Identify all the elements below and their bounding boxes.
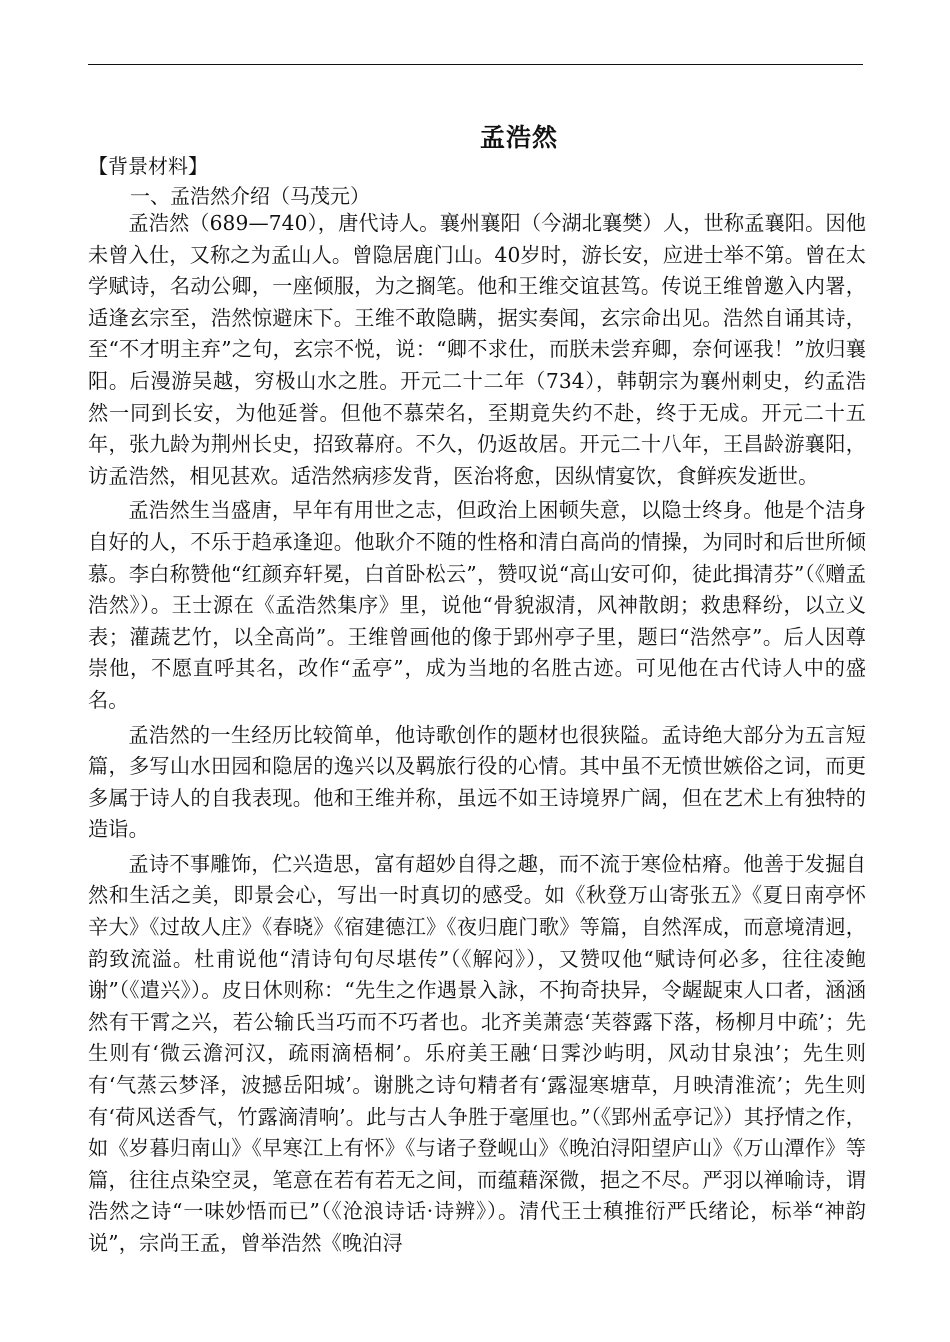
subheading: 一、孟浩然介绍（马茂元） — [130, 184, 370, 208]
paragraph-themes: 孟浩然的一生经历比较简单，他诗歌创作的题材也很狭隘。孟诗绝大部分为五言短篇，多写山水田园和隐居的逸兴以及羁旅行役的心情。其中虽不无愤世嫉俗之词，而更多属于诗人的自我表现。他和王维并称，虽远不如王诗境界广阔，但在艺术上有独特的造诣。 — [88, 722, 866, 842]
page-title: 孟浩然 — [479, 123, 558, 152]
paragraph-biography: 孟浩然（689—740），唐代诗人。襄州襄阳（今湖北襄樊）人，世称孟襄阳。因他未曾入仕，又称之为孟山人。曾隐居鹿门山。40岁时，游长安，应进士举不第。曾在太学赋诗，名动公卿，一座倾服，为之搁笔。他和王维交谊甚笃。传说王维曾邀入内署，适逢玄宗至，浩然惊避床下。王维不敢隐瞒，据实奏闻，玄宗命出见。浩然自诵其诗，至“不才明主弃”之句，玄宗不悦，说：“卿不求仕，而朕未尝弃卿，奈何诬我！”放归襄阳。后漫游吴越，穷极山水之胜。开元二十二年（734），韩朝宗为襄州刺史，约孟浩然一同到长安，为他延誉。但他不慕荣名，至期竟失约不赴，终于无成。开元二十五年，张九龄为荆州长史，招致幕府。不久，仍返故居。开元二十八年，王昌龄游襄阳，访孟浩然，相见甚欢。适浩然病疹发背，医治将愈，因纵情宴饮，食鲜疾发逝世。 — [88, 211, 866, 488]
section-label: 【背景材料】 — [88, 154, 208, 178]
body-text — [88, 208, 866, 1263]
paragraph-character: 孟浩然生当盛唐，早年有用世之志，但政治上困顿失意，以隐士终身。他是个洁身自好的人，不乐于趋承逢迎。他耿介不随的性格和清白高尚的情操，为同时和后世所倾慕。李白称赞他“红颜弃轩冕，白首卧松云”，赞叹说“高山安可仰，徒此揖清芬”（《赠孟浩然》）。王士源在《孟浩然集序》里，说他“骨貌淑清，风神散朗；救患释纷，以立义表；灌蔬艺竹，以全高尚”。王维曾画他的像于郢州亭子里，题曰“浩然亭”。后人因尊崇他，不愿直呼其名，改作“孟亭”，成为当地的名胜古迹。可见他在古代诗人中的盛名。 — [88, 498, 866, 712]
header-rule — [88, 64, 863, 65]
paragraph-style: 孟诗不事雕饰，伫兴造思，富有超妙自得之趣，而不流于寒俭枯瘠。他善于发掘自然和生活之美，即景会心，写出一时真切的感受。如《秋登万山寄张五》《夏日南亭怀辛大》《过故人庄》《春晓》《宿建德江》《夜归鹿门歌》等篇，自然浑成，而意境清迥，韵致流溢。杜甫说他“清诗句句尽堪传”（《解闷》），又赞叹他“赋诗何必多，往往凌鲍谢”（《遣兴》）。皮日休则称：“先生之作遇景入詠，不拘奇抉异，令龌龊束人口者，涵涵然有干霄之兴，若公输氏当巧而不巧者也。北齐美萧悫‘芙蓉露下落，杨柳月中疏’；先生则有‘微云澹河汉，疏雨滴梧桐’。乐府美王融‘日霁沙屿明，风动甘泉浊’；先生则有‘气蒸云梦泽，波撼岳阳城’。谢朓之诗句精者有‘露湿寒塘草，月映清淮流’；先生则有‘荷风送香气，竹露滴清响’。此与古人争胜于毫厘也。”（《郢州孟亭记》）其抒情之作，如《岁暮归南山》《早寒江上有怀》《与诸子登岘山》《晚泊浔阳望庐山》《万山潭作》等篇，往往点染空灵，笔意在若有若无之间，而蕴藉深微，挹之不尽。严羽以禅喻诗，谓浩然之诗“一味妙悟而已”（《沧浪诗话·诗辨》）。清代王士稹推衍严氏绪论，标举“神韵说”，宗尚王孟，曾举浩然《晚泊浔 — [88, 851, 866, 1255]
